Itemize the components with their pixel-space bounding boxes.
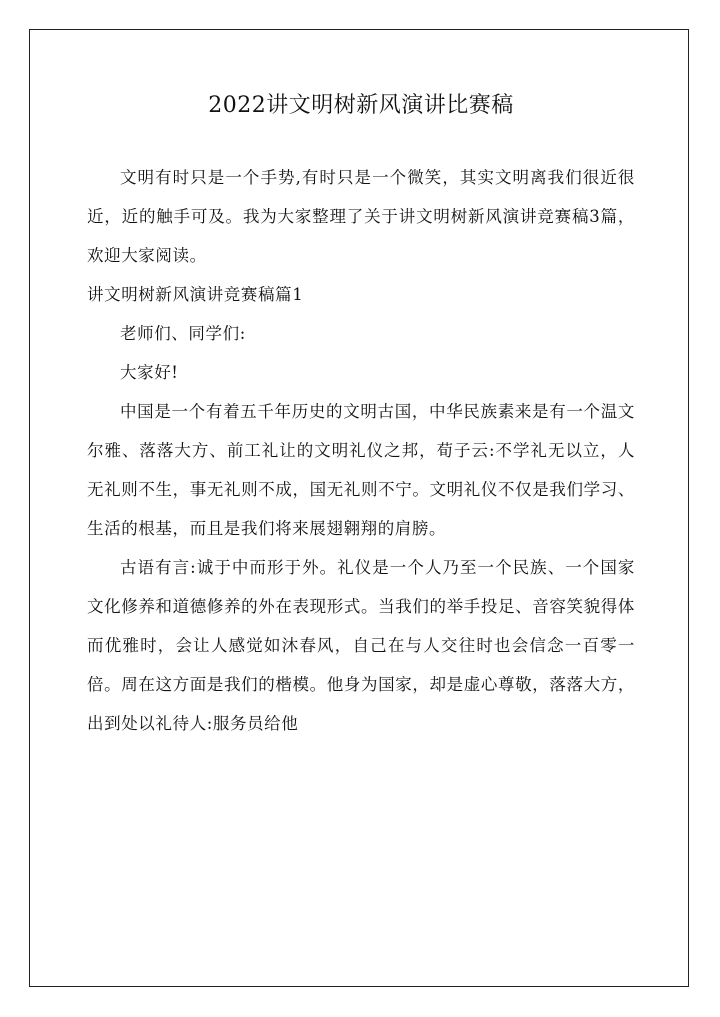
- salutation: 老师们、同学们:: [120, 324, 246, 343]
- document-title: 2022讲文明树新风演讲比赛稿: [208, 93, 514, 118]
- document-body: [87, 86, 635, 743]
- body-paragraph-2: 古语有言:诚于中而形于外。礼仪是一个人乃至一个民族、一个国家文化修养和道德修养的外在表现形式。当我们的举手投足、音容笑貌得体而优雅时，会让人感觉如沐春风，自己在与人交往时也会信念一百零一倍。周在这方面是我们的楷模。他身为国家，却是虚心尊敬，落落大方，出到处以礼待人:服务员给他: [87, 558, 635, 733]
- section-heading: 讲文明树新风演讲竞赛稿篇1: [87, 285, 304, 304]
- greeting: 大家好!: [120, 363, 179, 382]
- intro-paragraph: 文明有时只是一个手势,有时只是一个微笑，其实文明离我们很近很近，近的触手可及。我为大家整理了关于讲文明树新风演讲竞赛稿3篇，欢迎大家阅读。: [87, 168, 635, 265]
- body-paragraph-1: 中国是一个有着五千年历史的文明古国，中华民族素来是有一个温文尔雅、落落大方、前工礼让的文明礼仪之邦，荀子云:不学礼无以立，人无礼则不生，事无礼则不成，国无礼则不宁。文明礼仪不仅是我们学习、生活的根基，而且是我们将来展翅翱翔的肩膀。: [87, 402, 635, 538]
